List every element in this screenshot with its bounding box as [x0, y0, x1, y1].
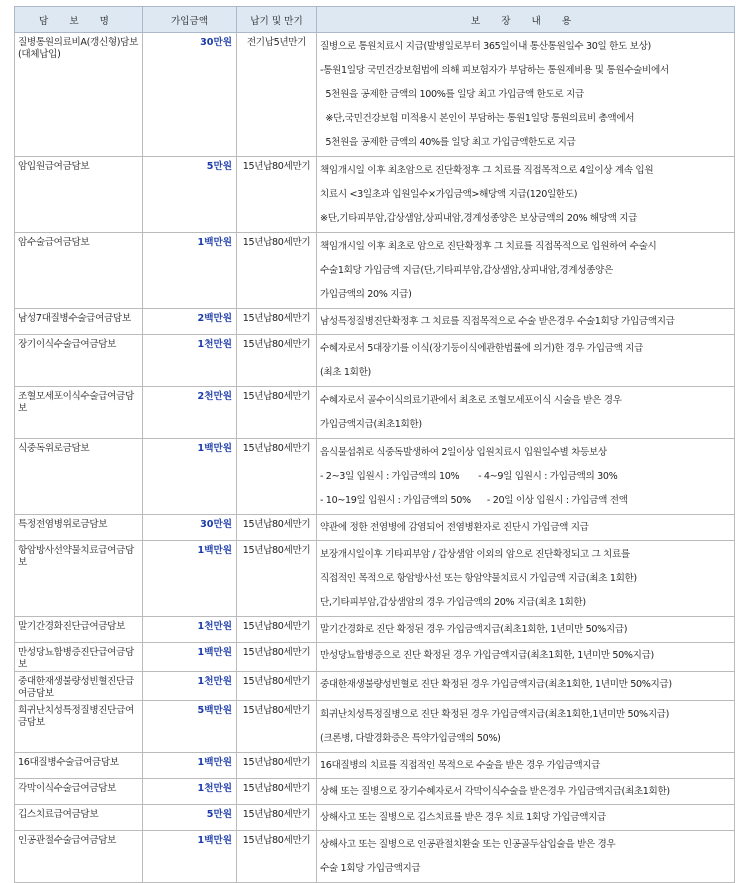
coverage-description — [317, 672, 735, 701]
coverage-description — [317, 541, 735, 617]
description-line: 상해 또는 질병으로 장기수혜자로서 각막이식수술을 받은경우 가입금액지급(최초1회한) — [320, 786, 670, 797]
coverage-amount: 30만원 — [143, 515, 237, 541]
coverage-period: 15년납80세만기 — [237, 335, 317, 387]
coverage-description — [317, 33, 735, 157]
coverage-amount: 1백만원 — [143, 753, 237, 779]
description-line: 중대한재생불량성빈혈로 진단 확정된 경우 가입금액지급(최초1회한, 1년미만 50%지급) — [320, 679, 672, 690]
table-row — [15, 387, 735, 439]
description-line: - 2~3일 입원시 : 가입금액의 10% - 4~9일 입원시 : 가입금액의 30% — [320, 471, 618, 482]
coverage-period: 15년납80세만기 — [237, 439, 317, 515]
coverage-amount: 5만원 — [143, 805, 237, 831]
coverage-name: 암수술급여금담보 — [15, 233, 143, 309]
table-header-row — [15, 7, 735, 33]
coverage-table — [14, 6, 735, 883]
description-line: 직접적인 목적으로 항암방사선 또는 항암약물치료시 가입금액 지급(최초 1회한) — [320, 573, 637, 584]
table-row — [15, 779, 735, 805]
coverage-period: 15년납80세만기 — [237, 672, 317, 701]
description-line: - 10~19일 입원시 : 가입금액의 50% - 20일 이상 입원시 : 가입금액 전액 — [320, 495, 628, 506]
coverage-amount: 1천만원 — [143, 779, 237, 805]
coverage-amount: 30만원 — [143, 33, 237, 157]
description-line: 5천원을 공제한 금액의 100%를 일당 최고 가입금액 한도로 지급 — [320, 89, 584, 100]
coverage-name: 16대질병수술급여금담보 — [15, 753, 143, 779]
coverage-description — [317, 515, 735, 541]
coverage-description — [317, 779, 735, 805]
coverage-name: 희귀난치성특정질병진단급여금담보 — [15, 701, 143, 753]
table-row — [15, 309, 735, 335]
description-line: ※단,국민건강보험 미적용시 본인이 부담하는 통원1일당 통원의료비 총액에서 — [320, 113, 635, 124]
coverage-amount: 1백만원 — [143, 233, 237, 309]
coverage-period: 15년납80세만기 — [237, 233, 317, 309]
description-line: (크론병, 다발경화증은 특약가입금액의 50%) — [320, 733, 501, 744]
coverage-amount: 1천만원 — [143, 617, 237, 643]
coverage-period: 15년납80세만기 — [237, 805, 317, 831]
table-row — [15, 335, 735, 387]
header-period: 납기 및 만기 — [237, 7, 317, 33]
description-line: -통원1일당 국민건강보험법에 의해 피보험자가 부담하는 통원제비용 및 통원수술비에서 — [320, 65, 669, 76]
table-body — [15, 33, 735, 883]
coverage-period: 15년납80세만기 — [237, 157, 317, 233]
description-line: 희귀난치성특정질병으로 진단 확정된 경우 가입금액지급(최초1회한,1년미만 50%지급) — [320, 709, 670, 720]
coverage-description — [317, 309, 735, 335]
description-line: 수혜자로서 5대장기를 이식(장기등이식에관한법률에 의거)한 경우 가입금액 지급 — [320, 343, 644, 354]
description-line: 수혜자로서 골수이식의료기관에서 최초로 조혈모세포이식 시술을 받은 경우 — [320, 395, 622, 406]
coverage-period: 15년납80세만기 — [237, 831, 317, 883]
table-row — [15, 672, 735, 701]
table-row — [15, 701, 735, 753]
description-line: 질병으로 통원치료시 지급(발병일로부터 365일이내 통산통원일수 30일 한도 보상) — [320, 41, 651, 52]
description-line: 단,기타피부암,갑상샘암의 경우 가입금액의 20% 지급(최초 1회한) — [320, 597, 586, 608]
coverage-amount: 5백만원 — [143, 701, 237, 753]
coverage-period: 15년납80세만기 — [237, 515, 317, 541]
description-line: 말기간경화로 진단 확정된 경우 가입금액지급(최초1회한, 1년미만 50%지급) — [320, 624, 628, 635]
description-line: 상해사고 또는 질병으로 깁스치료를 받은 경우 치료 1회당 가입금액지급 — [320, 812, 606, 823]
coverage-period: 15년납80세만기 — [237, 643, 317, 672]
coverage-description — [317, 753, 735, 779]
coverage-description — [317, 157, 735, 233]
coverage-period: 15년납80세만기 — [237, 701, 317, 753]
table-row — [15, 157, 735, 233]
description-line: 수술1회당 가입금액 지급(단,기타피부암,갑상샘암,상피내암,경계성종양은 — [320, 265, 613, 276]
description-line: 상해사고 또는 질병으로 인공관절치환술 또는 인공골두삽입술을 받은 경우 — [320, 839, 616, 850]
description-line: 16대질병의 치료를 직접적인 목적으로 수술을 받은 경우 가입금액지급 — [320, 760, 601, 771]
coverage-name: 조혈모세포이식수술급여금담보 — [15, 387, 143, 439]
coverage-name: 인공관절수술급여금담보 — [15, 831, 143, 883]
coverage-period: 15년납80세만기 — [237, 617, 317, 643]
coverage-name: 만성당뇨합병증진단급여금담보 — [15, 643, 143, 672]
description-line: 수술 1회당 가입금액지급 — [320, 863, 421, 874]
coverage-description — [317, 439, 735, 515]
coverage-name: 남성7대질병수술급여금담보 — [15, 309, 143, 335]
table-row — [15, 515, 735, 541]
table-row — [15, 643, 735, 672]
coverage-period: 15년납80세만기 — [237, 387, 317, 439]
table-row — [15, 831, 735, 883]
coverage-name: 암입원급여금담보 — [15, 157, 143, 233]
description-line: 만성당뇨합병증으로 진단 확정된 경우 가입금액지급(최초1회한, 1년미만 50%지급) — [320, 650, 654, 661]
coverage-description — [317, 805, 735, 831]
coverage-name: 식중독위로금담보 — [15, 439, 143, 515]
coverage-name: 장기이식수술급여금담보 — [15, 335, 143, 387]
coverage-amount: 1백만원 — [143, 541, 237, 617]
description-line: 책임개시일 이후 최초로 암으로 진단확정후 그 치료를 직접목적으로 입원하여 수술시 — [320, 241, 657, 252]
coverage-description — [317, 335, 735, 387]
description-line: 책임개시일 이후 최초암으로 진단확정후 그 치료를 직접목적으로 4일이상 계속 입원 — [320, 165, 654, 176]
coverage-description — [317, 831, 735, 883]
description-line: ※단,기타피부암,갑상샘암,상피내암,경계성종양은 보상금액의 20% 해당액 지급 — [320, 213, 638, 224]
coverage-amount: 1백만원 — [143, 643, 237, 672]
coverage-name: 질병통원의료비A(갱신형)담보(대체납입) — [15, 33, 143, 157]
description-line: 남성특정질병진단확정후 그 치료를 직접목적으로 수술 받은경우 수술1회당 가입금액지급 — [320, 316, 675, 327]
coverage-description — [317, 701, 735, 753]
coverage-period: 15년납80세만기 — [237, 753, 317, 779]
coverage-description — [317, 233, 735, 309]
coverage-period: 15년납80세만기 — [237, 541, 317, 617]
table-row — [15, 233, 735, 309]
coverage-description — [317, 643, 735, 672]
description-line: 5천원을 공제한 금액의 40%를 일당 최고 가입금액한도로 지급 — [320, 137, 576, 148]
coverage-period: 전기납5년만기 — [237, 33, 317, 157]
coverage-period: 15년납80세만기 — [237, 779, 317, 805]
coverage-name: 중대한재생불량성빈혈진단급여금담보 — [15, 672, 143, 701]
coverage-amount: 1백만원 — [143, 831, 237, 883]
coverage-name: 각막이식수술급여금담보 — [15, 779, 143, 805]
coverage-amount: 2천만원 — [143, 387, 237, 439]
description-line: (최초 1회한) — [320, 367, 371, 378]
description-line: 보장개시일이후 기타피부암 / 갑상샘암 이외의 암으로 진단확정되고 그 치료를 — [320, 549, 630, 560]
table-row — [15, 753, 735, 779]
coverage-amount: 5만원 — [143, 157, 237, 233]
coverage-name: 항암방사선약물치료급여금담보 — [15, 541, 143, 617]
coverage-table-wrapper — [14, 6, 734, 883]
coverage-period: 15년납80세만기 — [237, 309, 317, 335]
coverage-name: 말기간경화진단급여금담보 — [15, 617, 143, 643]
coverage-amount: 1백만원 — [143, 439, 237, 515]
coverage-name: 특정전염병위로금담보 — [15, 515, 143, 541]
coverage-amount: 1천만원 — [143, 335, 237, 387]
table-row — [15, 805, 735, 831]
description-line: 가입금액지급(최초1회한) — [320, 419, 422, 430]
coverage-amount: 2백만원 — [143, 309, 237, 335]
description-line: 음식물섭취로 식중독발생하여 2일이상 입원치료시 입원일수별 차등보상 — [320, 447, 607, 458]
table-row — [15, 617, 735, 643]
description-line: 치료시 <3일초과 입원일수×가입금액>해당액 지급(120일한도) — [320, 189, 578, 200]
description-line: 약관에 정한 전염병에 감염되어 전염병환자로 진단시 가입금액 지급 — [320, 522, 589, 533]
coverage-amount: 1천만원 — [143, 672, 237, 701]
table-row — [15, 439, 735, 515]
description-line: 가입금액의 20% 지급) — [320, 289, 412, 300]
coverage-description — [317, 617, 735, 643]
table-row — [15, 33, 735, 157]
header-description: 보 장 내 용 — [317, 7, 735, 33]
header-amount: 가입금액 — [143, 7, 237, 33]
coverage-description — [317, 387, 735, 439]
table-row — [15, 541, 735, 617]
header-coverage-name: 담 보 명 — [15, 7, 143, 33]
coverage-name: 깁스치료급여금담보 — [15, 805, 143, 831]
